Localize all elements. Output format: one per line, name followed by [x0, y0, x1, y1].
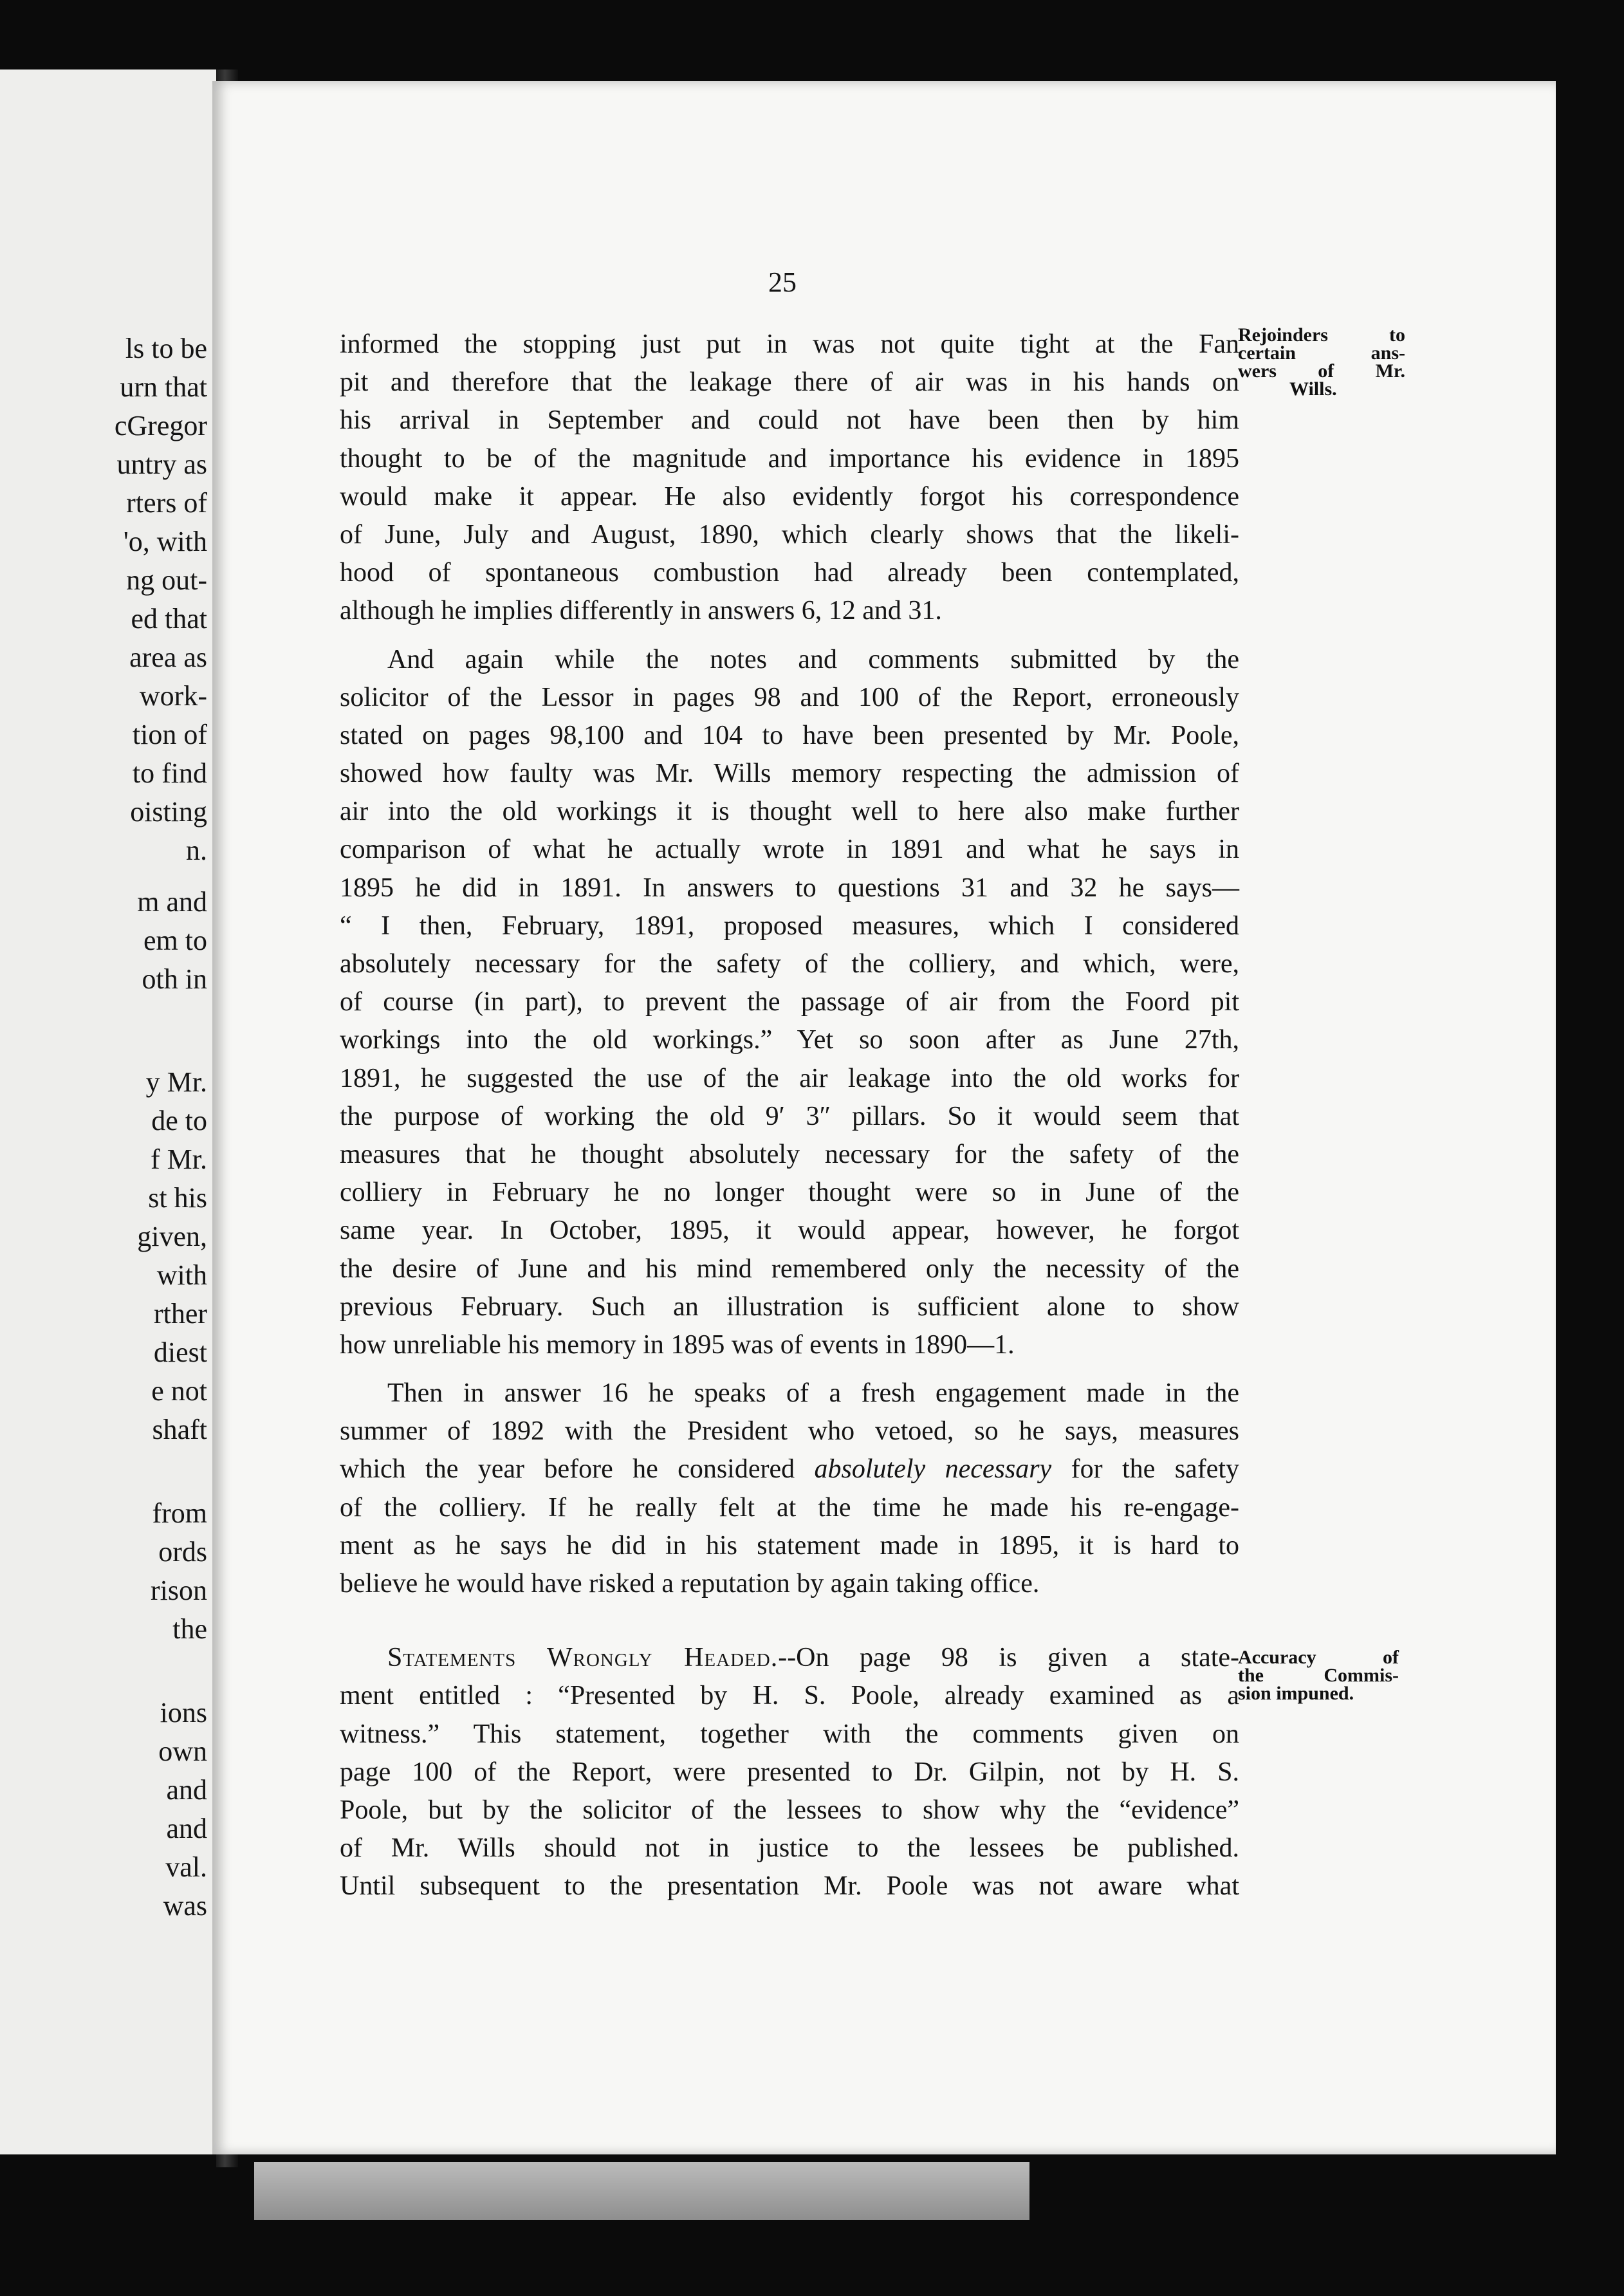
left-page-fragment: em to [143, 925, 207, 956]
text-line: ment entitled : “Presented by H. S. Poole, already examined as a [340, 1681, 1239, 1711]
text-line: his arrival in September and could not have been then by him [340, 405, 1239, 436]
section-heading: Statements Wrongly Headed. [387, 1643, 779, 1673]
left-page-fragment: ed that [131, 603, 207, 634]
left-page-fragment: val. [165, 1851, 207, 1883]
left-page-fragment: m and [137, 886, 207, 918]
left-page-fragment: tion of [132, 719, 207, 750]
text-line: 1891, he suggested the use of the air leakage into the old works for [340, 1063, 1239, 1093]
text-line: previous February. Such an illustration is sufficient alone to show [340, 1292, 1239, 1322]
left-page-fragment: ords [158, 1536, 207, 1568]
left-facing-page [0, 69, 216, 2154]
text-line: of June, July and August, 1890, which clearly shows that the likeli- [340, 519, 1239, 550]
left-page-fragment: diest [153, 1337, 207, 1368]
text-line: “ I then, February, 1891, proposed measures, which I considered [340, 911, 1239, 941]
left-page-fragment: was [163, 1890, 207, 1921]
emphasis-text: absolutely necessary [814, 1454, 1052, 1485]
paragraph-4 [340, 1639, 1239, 1905]
left-page-fragment: own [158, 1736, 207, 1767]
margin-note-line: certain ans- [1238, 342, 1405, 364]
text-line: ment as he says he did in his statement made in 1895, it is hard to [340, 1530, 1239, 1560]
left-page-fragment: area as [129, 642, 207, 673]
text-line: believe he would have risked a reputation by again taking office. [340, 1569, 1040, 1598]
left-page-fragment: urn that [120, 371, 207, 403]
text-line: 1895 he did in 1891. In answers to questions 31 and 32 he says— [340, 873, 1239, 903]
text-line: And again while the notes and comments submitted by the [387, 644, 1239, 674]
text-line: would make it appear. He also evidently forgot his correspondence [340, 481, 1239, 512]
text-line: air into the old workings it is thought well to here also make further [340, 797, 1239, 827]
left-page-fragment: untry as [116, 449, 207, 480]
margin-note-line: Rejoinders to [1238, 324, 1405, 346]
body-text [340, 326, 1239, 1906]
text-line: the desire of June and his mind remembered only the necessity of the [340, 1254, 1239, 1284]
text-line: Poole, but by the solicitor of the lessees to show why the “evidence” [340, 1795, 1239, 1825]
paragraph-3 [340, 1375, 1239, 1603]
left-page-fragment: rther [153, 1298, 207, 1329]
text-line: summer of 1892 with the President who vetoed, so he says, measures [340, 1416, 1239, 1447]
text-segment: for the safety [1051, 1454, 1239, 1485]
left-page-fragment: de to [151, 1105, 207, 1136]
left-page-fragment: with [156, 1259, 207, 1291]
text-line: of the colliery. If he really felt at the time he made his re-engage- [340, 1492, 1239, 1523]
paragraph-2 [340, 641, 1239, 1365]
text-line: Until subsequent to the presentation Mr. Poole was not aware what [340, 1871, 1239, 1902]
left-page-fragment: shaft [152, 1414, 207, 1445]
text-line: solicitor of the Lessor in pages 98 and 100 of the Report, erroneously [340, 682, 1239, 712]
text-line: showed how faulty was Mr. Wills memory respecting the admission of [340, 759, 1239, 789]
text-line: measures that he thought absolutely necessary for the safety of the [340, 1139, 1239, 1169]
left-page-fragment: y Mr. [145, 1066, 207, 1098]
text-line [340, 1450, 1239, 1488]
left-page-fragment: rters of [126, 487, 207, 519]
text-line: informed the stopping just put in was not quite tight at the Fan [340, 329, 1239, 359]
text-segment: which the year before he considered [340, 1454, 815, 1485]
left-page-fragment: e not [151, 1375, 207, 1407]
text-line: Then in answer 16 he speaks of a fresh engagement made in the [387, 1378, 1239, 1409]
text-line: of Mr. Wills should not in justice to the lessees be published. [340, 1833, 1239, 1864]
text-line: hood of spontaneous combustion had already been contemplated, [340, 558, 1239, 588]
text-line: colliery in February he no longer thought were so in June of the [340, 1178, 1239, 1208]
paragraph-1 [340, 326, 1239, 631]
left-page-fragment: and [166, 1774, 207, 1806]
margin-note-line: Accuracy of [1238, 1647, 1399, 1668]
left-page-fragment: from [152, 1497, 207, 1529]
text-line: comparison of what he actually wrote in 1891 and what he says in [340, 835, 1239, 865]
margin-note-accuracy [1238, 1649, 1399, 1703]
text-line: although he implies differently in answers 6, 12 and 31. [340, 596, 942, 626]
text-line: stated on pages 98,100 and 104 to have been presented by Mr. Poole, [340, 720, 1239, 750]
text-line: pit and therefore that the leakage there of air was in his hands on [340, 367, 1239, 398]
left-page-fragment: 'o, with [123, 526, 207, 557]
text-line: workings into the old workings.” Yet so soon after as June 27th, [340, 1025, 1239, 1055]
text-line: same year. In October, 1895, it would appear, however, he forgot [340, 1216, 1239, 1246]
paper-strip [254, 2162, 1029, 2220]
left-page-fragment: oisting [130, 796, 207, 828]
text-line: thought to be of the magnitude and importance his evidence in 1895 [340, 443, 1239, 474]
margin-note-rejoinders [1238, 326, 1405, 398]
left-page-fragment: to find [132, 757, 207, 789]
left-page-fragment: f Mr. [151, 1143, 207, 1175]
text-segment: --On page 98 is given a state- [778, 1643, 1240, 1673]
text-line: the purpose of working the old 9′ 3″ pillars. So it would seem that [340, 1101, 1239, 1131]
text-line: witness.” This statement, together with the comments given on [340, 1719, 1239, 1749]
left-page-fragment: ions [160, 1697, 207, 1728]
left-page-fragment: given, [137, 1221, 207, 1252]
left-page-fragment: rison [151, 1575, 207, 1606]
margin-note-line: wers of Mr. [1238, 360, 1405, 382]
page-number: 25 [768, 266, 797, 298]
margin-note-line: the Commis- [1238, 1665, 1399, 1686]
left-page-fragment: ls to be [125, 333, 207, 364]
text-line: page 100 of the Report, were presented to Dr. Gilpin, not by H. S. [340, 1757, 1239, 1787]
left-page-fragment: cGregor [114, 410, 207, 441]
left-page-fragment: ng out- [126, 564, 207, 596]
text-line [340, 1639, 1239, 1677]
text-line: absolutely necessary for the safety of the colliery, and which, were, [340, 949, 1239, 979]
left-page-fragment: the [172, 1613, 207, 1645]
text-line: how unreliable his memory in 1895 was of events in 1890—1. [340, 1329, 1015, 1360]
margin-note-line: Wills. [1289, 378, 1337, 400]
left-page-fragment: work- [139, 680, 207, 712]
left-page-fragment: and [166, 1813, 207, 1844]
margin-note-line: sion impuned. [1238, 1683, 1354, 1704]
left-page-fragment: n. [186, 835, 207, 866]
left-page-fragment: st his [148, 1182, 207, 1214]
left-page-fragment: oth in [142, 963, 207, 995]
text-line: of course (in part), to prevent the passage of air from the Foord pit [340, 987, 1239, 1017]
